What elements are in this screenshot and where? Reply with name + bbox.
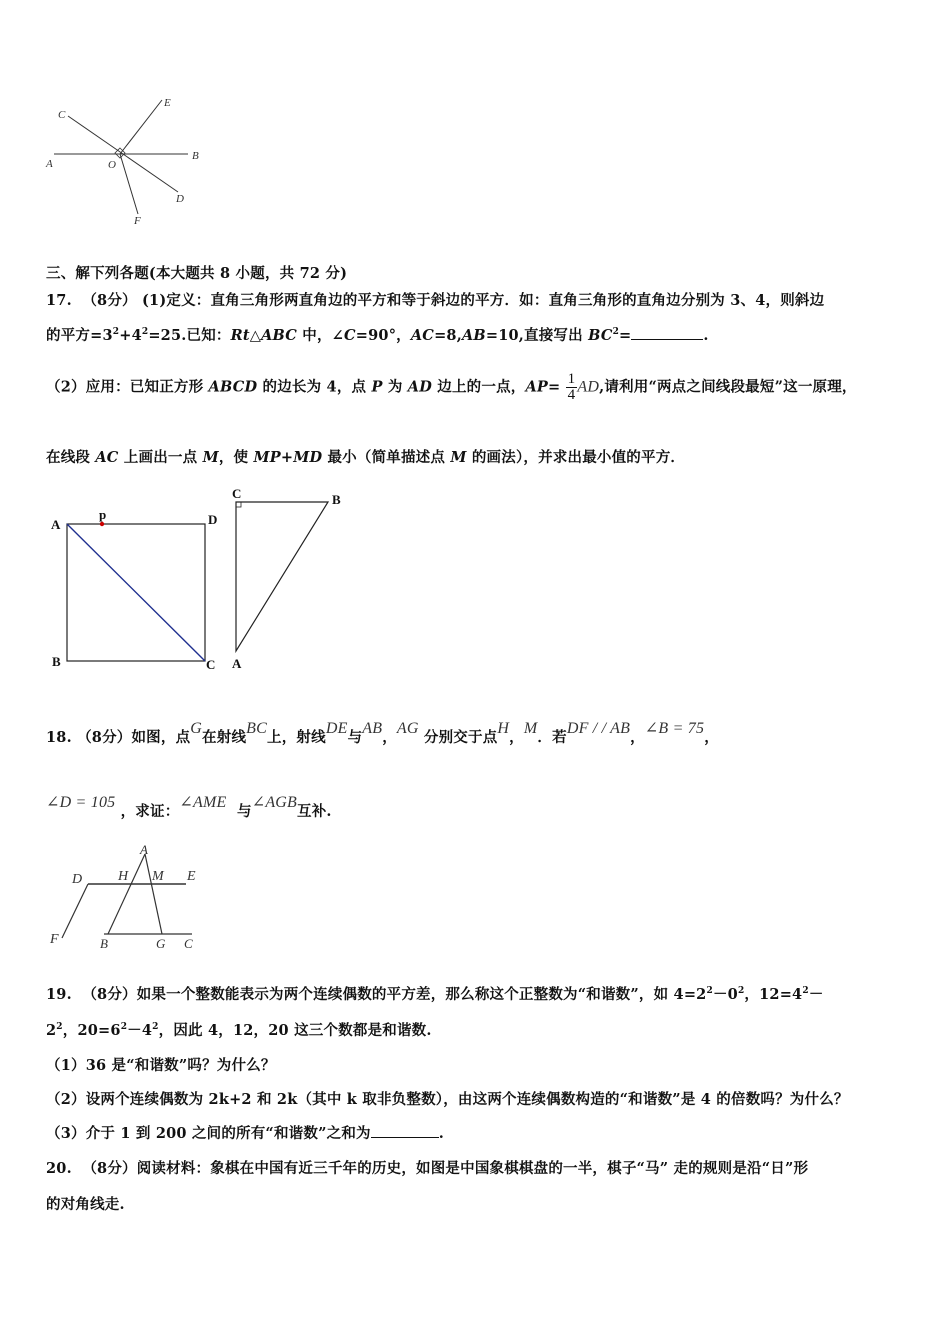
q17-ac: AC <box>410 327 435 344</box>
q18-text: 分别交于点 <box>423 729 498 746</box>
label-c: C <box>232 486 242 501</box>
q17-line1 <box>46 289 824 310</box>
label-c: C <box>58 109 66 121</box>
q18-angle-b: ∠B = 75 <box>644 720 705 737</box>
q17-text: 边上的一点， <box>432 378 526 396</box>
q19-text: －0 <box>712 986 738 1003</box>
q17-text: = <box>619 327 632 344</box>
q18-number: 18. <box>46 729 72 746</box>
q19-sub3 <box>46 1122 444 1143</box>
q17-abcd: ABCD <box>208 378 258 396</box>
q17-line4 <box>46 446 685 467</box>
q19-text: ，20=6 <box>62 1022 121 1039</box>
exponent: 2 <box>120 1022 128 1033</box>
q17-line2 <box>46 324 709 345</box>
q18-ame: ∠AME <box>179 794 227 811</box>
q18-text: ， <box>704 729 719 746</box>
ray-oe <box>120 100 162 154</box>
q18-text: ．若 <box>537 729 567 746</box>
q18-ab: AB <box>362 720 383 737</box>
label-d: D <box>176 193 184 205</box>
fraction-numerator: 1 <box>567 371 576 387</box>
q17-text: =8, <box>434 327 462 344</box>
q17-text: =25.已知： <box>148 327 231 344</box>
q17-p: P <box>371 378 383 396</box>
q17-bc: BC <box>588 327 613 344</box>
q19-line2 <box>46 1019 432 1040</box>
q17-text: =90°， <box>355 327 411 344</box>
q19-sub1: （1）36 是“和谐数”吗？为什么？ <box>46 1057 276 1074</box>
label-a: A <box>46 158 53 170</box>
q17-number: 17. <box>46 292 72 309</box>
label-c: C <box>184 936 193 951</box>
label-b: B <box>100 936 108 951</box>
answer-blank[interactable] <box>631 325 703 340</box>
q17-ap: AP <box>525 378 549 396</box>
q19-text: （3）介于 1 到 200 之间的所有“和谐数”之和为 <box>46 1125 371 1142</box>
q17-text: . <box>703 327 709 344</box>
label-g: G <box>156 936 166 951</box>
label-b: B <box>332 492 341 507</box>
q20-number: 20. <box>46 1160 72 1177</box>
q18-angle-d: ∠D = 105 <box>46 794 116 811</box>
q17-text: 的边长为 4，点 <box>257 378 372 396</box>
label-d: D <box>72 872 83 887</box>
exponent: 2 <box>706 986 713 997</box>
point-p <box>100 522 104 526</box>
label-f: F <box>50 932 59 947</box>
q18-agb: ∠AGB <box>251 794 298 811</box>
q17-m: M <box>202 449 219 466</box>
q18-text: ， <box>509 729 524 746</box>
q18-text: （8分）如图，点 <box>77 729 191 746</box>
q19-sub2: （2）设两个连续偶数为 2k+2 和 2k（其中 k 取非负整数），由这两个连续偶数构造的“和谐数”是 4 的倍数吗？为什么？ <box>46 1091 849 1108</box>
label-m: M <box>152 869 164 884</box>
q19-text: （8分）如果一个整数能表示为两个连续偶数的平方差，那么称这个正整数为“和谐数”，如 4=2 <box>82 986 707 1003</box>
q17-text: +4 <box>119 327 142 344</box>
q17-score: （8分） <box>82 292 137 309</box>
q17-line3 <box>46 372 857 403</box>
q18-text: ，求证： <box>120 803 180 820</box>
q17-text: 上画出一点 <box>118 449 203 466</box>
q18-text: ， <box>630 729 645 746</box>
q17-text: ，使 <box>218 449 254 466</box>
label-p: p <box>99 507 107 522</box>
label-h: H <box>118 869 129 884</box>
triangle-abc <box>236 502 328 651</box>
q17-m: M <box>450 449 467 466</box>
q18-text: 在射线 <box>202 729 247 746</box>
label-e: E <box>187 869 196 884</box>
q17-ab: AB <box>461 327 486 344</box>
q20-line2: 的对角线走. <box>46 1196 125 1213</box>
q20-line1 <box>46 1157 808 1178</box>
right-angle-mark <box>236 502 241 507</box>
line-ag <box>145 854 162 934</box>
q18-bc: BC <box>246 720 268 737</box>
q17-frac-ad: AD <box>577 378 600 396</box>
label-b: B <box>192 150 199 162</box>
q17-p1-line1: (1)定义：直角三角形两直角边的平方和等于斜边的平方．如：直角三角形的直角边分别为 3、4，则斜边 <box>141 292 825 309</box>
q17-text: 的平方=3 <box>46 327 113 344</box>
q18-g: G <box>190 720 203 737</box>
parallel-lines-figure <box>46 840 216 956</box>
q17-c: C <box>344 327 356 344</box>
label-e: E <box>164 97 171 109</box>
fraction-denominator: 4 <box>567 387 576 403</box>
label-a: A <box>51 517 61 532</box>
square-figure <box>46 500 236 676</box>
exponent: 2 <box>112 327 120 338</box>
q18-dfab: DF / / AB <box>566 720 631 737</box>
q19-number: 19. <box>46 986 72 1003</box>
exponent: 2 <box>141 327 149 338</box>
label-c: C <box>206 657 216 672</box>
label-a: A <box>140 842 148 857</box>
q19-text: ，12=4 <box>744 986 803 1003</box>
q18-text: 上，射线 <box>267 729 326 746</box>
label-d: D <box>208 512 218 527</box>
q17-ad: AD <box>407 378 433 396</box>
q18-text: 与 <box>347 729 363 746</box>
q18-text: 与 <box>237 803 252 820</box>
q18-m: M <box>523 720 538 737</box>
exponent: 2 <box>56 1022 63 1033</box>
triangle-figure <box>226 484 356 676</box>
label-b: B <box>52 654 61 669</box>
q17-mpmd: MP+MD <box>253 449 323 466</box>
q18-text: 互补. <box>297 803 332 820</box>
q17-abc: ABC <box>261 327 298 344</box>
label-a: A <box>232 656 242 671</box>
label-o: O <box>108 159 116 171</box>
exponent: 2 <box>612 327 620 338</box>
q18-ag: AG <box>396 720 419 737</box>
q19-text: ，因此 4，12，20 这三个数都是和谐数. <box>158 1022 432 1039</box>
q17-text: 为 <box>382 378 408 396</box>
diagonal-ac <box>67 524 205 661</box>
fraction-one-quarter <box>566 372 578 403</box>
q17-text: 的画法），并求出最小值的平方． <box>466 449 686 466</box>
line-ab <box>108 854 145 934</box>
exponent: 2 <box>737 986 745 997</box>
q20-text: （8分）阅读材料：象棋在中国有近三千年的历史，如图是中国象棋棋盘的一半，棋子“马” 走的规则是沿“日”形 <box>82 1160 809 1177</box>
q17-text: =10,直接写出 <box>485 327 589 344</box>
q19-text: －4 <box>127 1022 153 1039</box>
q19-text: － <box>808 986 824 1003</box>
q18-de: DE <box>325 720 348 737</box>
angle-figure <box>40 92 220 232</box>
q17-text: 中，∠ <box>297 327 345 344</box>
exponent: 2 <box>152 1022 159 1033</box>
q19-text: 2 <box>46 1022 57 1039</box>
q19-line1 <box>46 983 824 1004</box>
q17-ac: AC <box>95 449 119 466</box>
line-df <box>62 884 88 938</box>
q17-rt: Rt△ <box>230 327 262 344</box>
q17-text: = <box>548 378 561 396</box>
q17-text: 在线段 <box>46 449 96 466</box>
exponent: 2 <box>802 986 809 997</box>
q18-h: H <box>497 720 510 737</box>
q19-text: . <box>438 1125 444 1142</box>
q17-text: ,请利用“两点之间线段最短”这一原理， <box>599 378 857 396</box>
q18-line2 <box>46 794 332 821</box>
q18-text: ， <box>382 729 397 746</box>
q18-line1 <box>46 720 719 747</box>
q17-text: （2）应用：已知正方形 <box>46 378 209 396</box>
q17-text: 最小（简单描述点 <box>322 449 451 466</box>
section-heading: 三、解下列各题(本大题共 8 小题，共 72 分) <box>46 265 348 282</box>
label-f: F <box>134 215 141 227</box>
answer-blank[interactable] <box>371 1123 439 1138</box>
